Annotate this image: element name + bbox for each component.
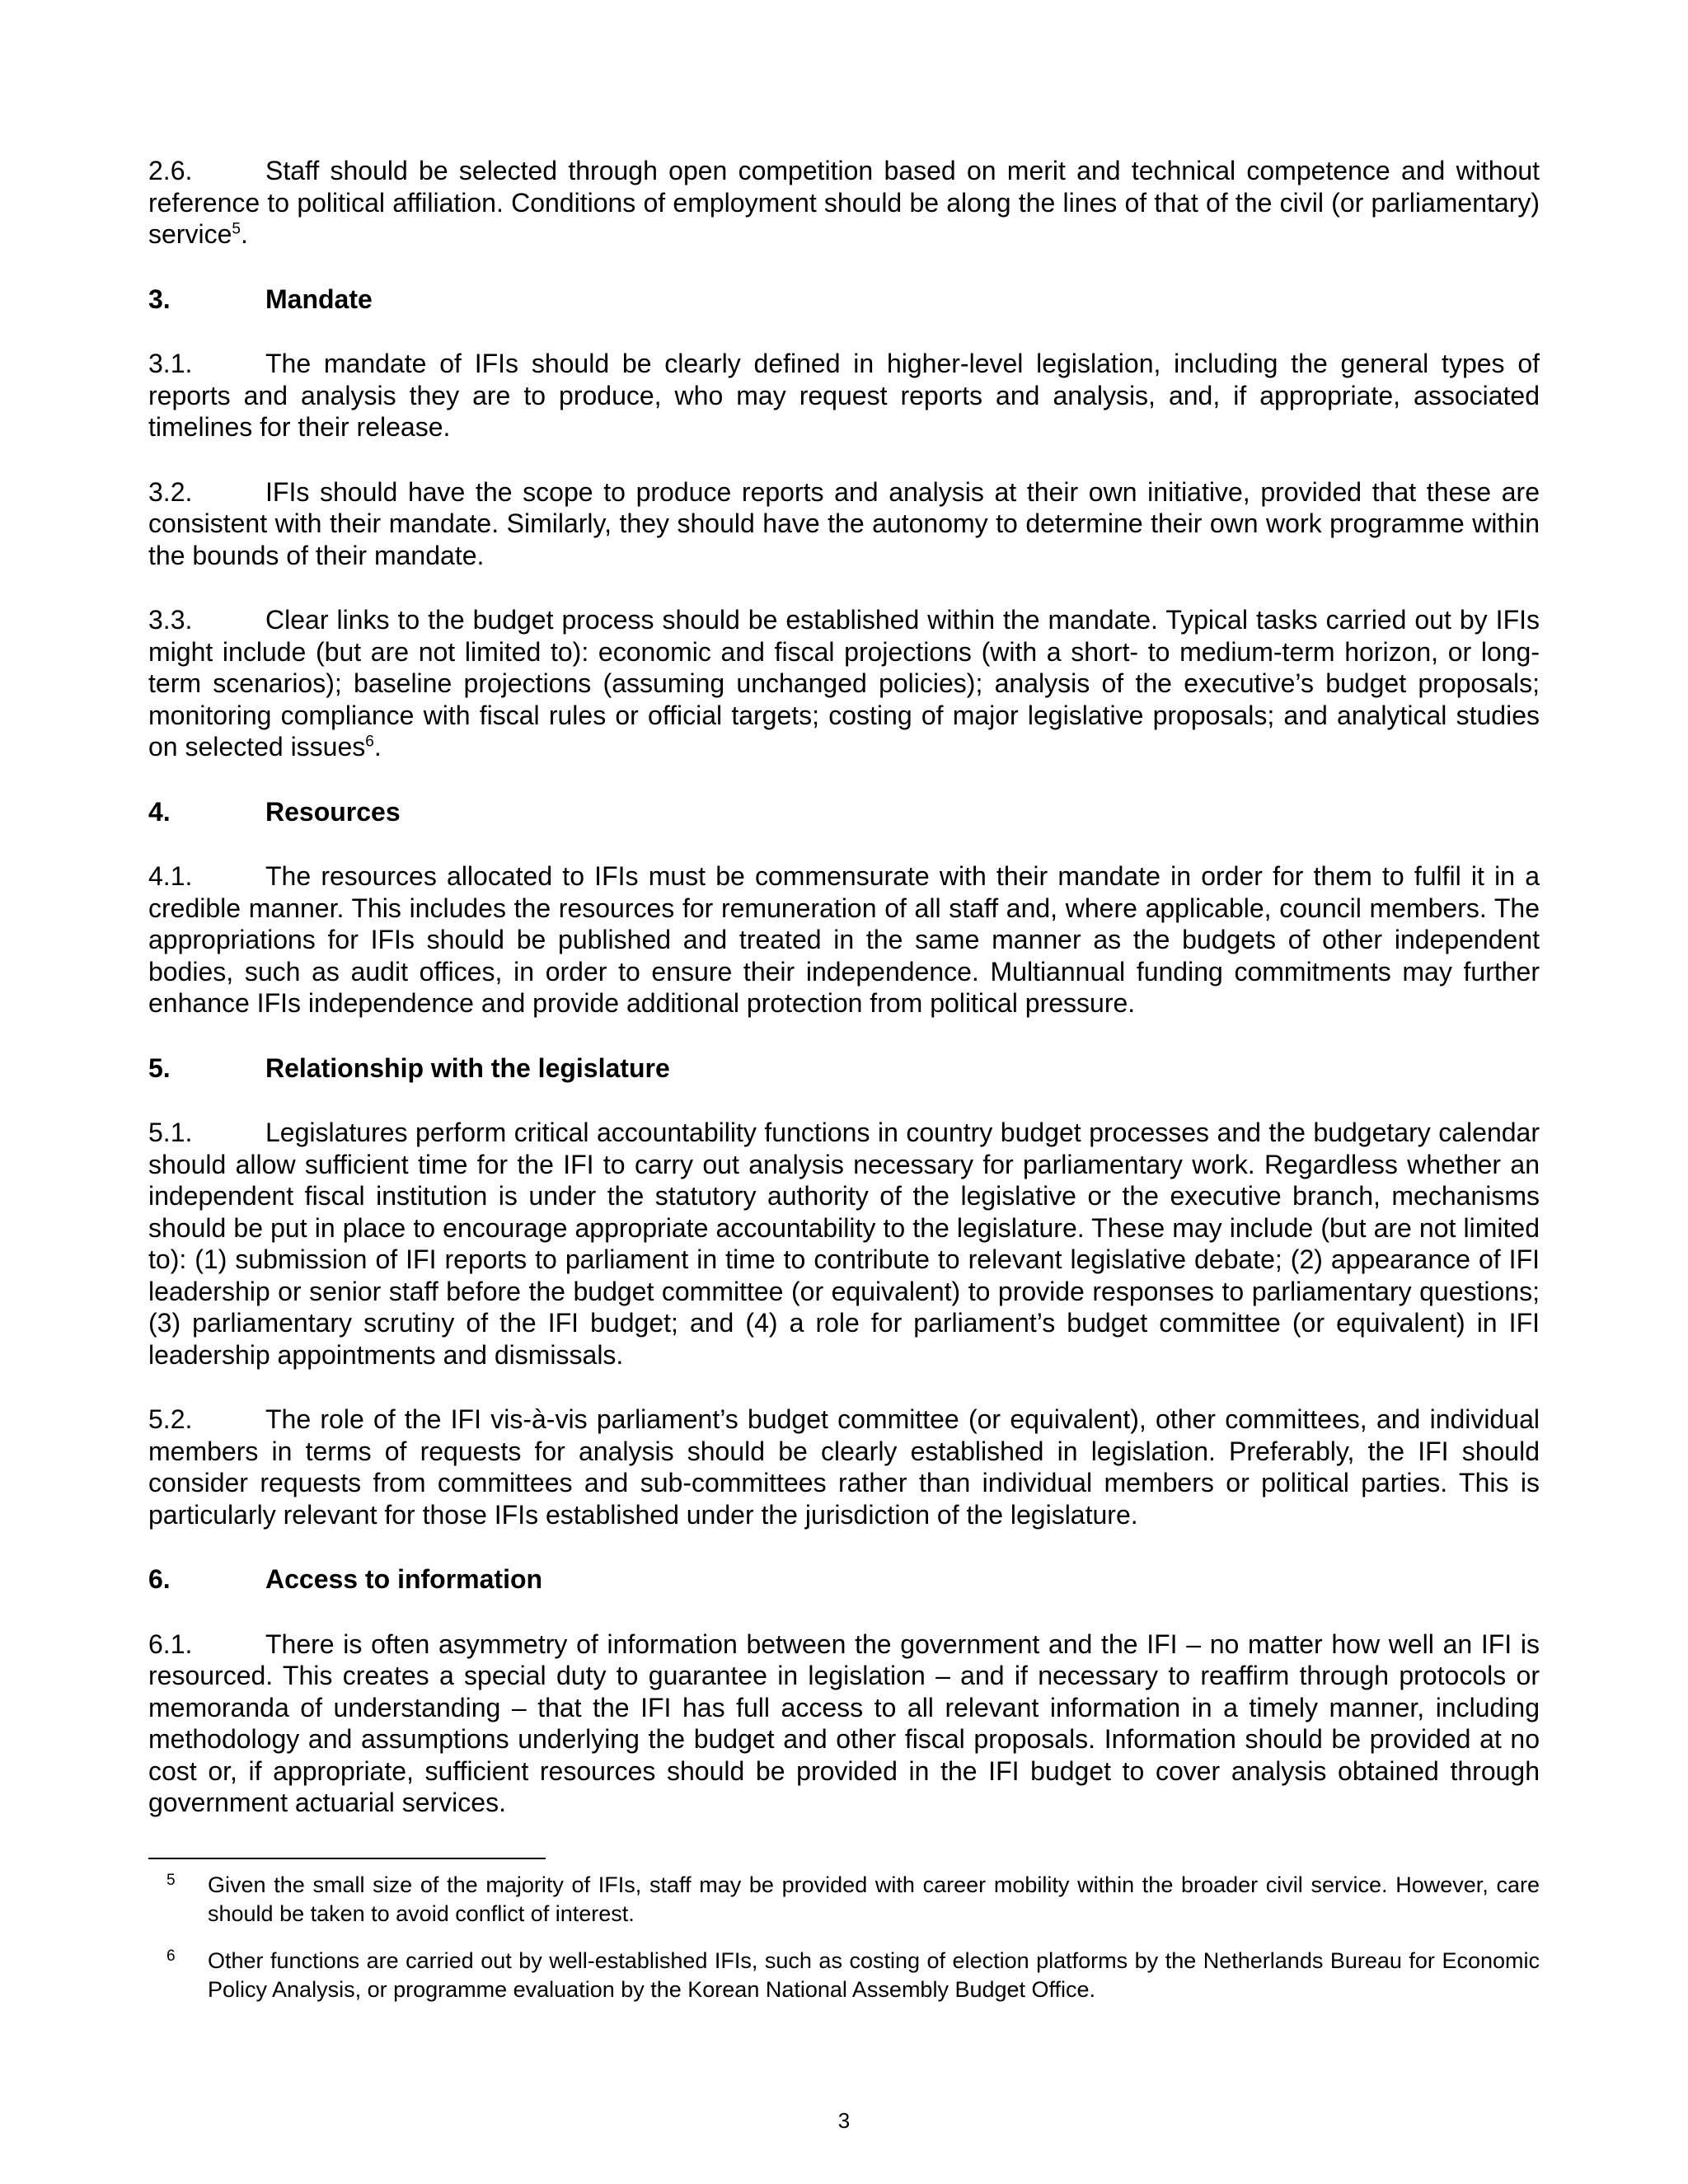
footnote-5 [148, 1871, 1540, 1929]
footnotes [148, 1871, 1540, 2022]
footnote-reference[interactable]: 6 [365, 733, 374, 751]
section-heading-legislature [148, 1052, 1540, 1085]
section-title: Mandate [265, 284, 373, 314]
paragraph-number: 6.1. [148, 1629, 193, 1659]
paragraph-number: 3.1. [148, 349, 193, 378]
section-heading-resources [148, 796, 1540, 828]
paragraph-number: 2.6. [148, 156, 193, 185]
paragraph-2-6 [148, 155, 1540, 251]
paragraph-4-1 [148, 860, 1540, 1019]
paragraph-text: IFIs should have the scope to produce reports and analysis at their own initiative, provided that these are consistent with their mandate. Similarly, they should have the autonomy to determine their own work programme within the bounds of their mandate. [148, 476, 1540, 570]
section-number: 6. [148, 1564, 171, 1594]
paragraph-number: 3.3. [148, 605, 193, 635]
paragraph-text: Clear links to the budget process should be established within the mandate. Typical tasks carried out by IFIs might include (but are not limited to): economic and fiscal projections (with a short- to medium-term horizon, or long-term scenarios); baseline projections (assuming unchanged policies); analysis of the executive’s budget proposals; monitoring compliance with fiscal rules or official targets; costing of major legislative proposals; and analytical studies on selected issues [148, 605, 1540, 762]
footnote-mark: 5 [166, 1872, 176, 1889]
section-heading-mandate [148, 284, 1540, 316]
footnote-text: Given the small size of the majority of IFIs, staff may be provided with career mobility within the broader civil service. However, care should be taken to avoid conflict of interest. [208, 1872, 1540, 1926]
footnote-mark: 6 [166, 1947, 176, 1965]
footnote-reference[interactable]: 5 [232, 220, 241, 238]
paragraph-number: 3.2. [148, 476, 193, 507]
paragraph-3-1 [148, 348, 1540, 443]
paragraph-text: Legislatures perform critical accountability functions in country budget processes and the budgetary calendar should allow sufficient time for the IFI to carry out analysis necessary for parliamentary work. Regardless whether an independent fiscal institution is under the statutory authority of the legislative or the executive branch, mechanisms should be put in place to encourage appropriate accountability to the legislature. These may include (but are not limited to): (1) submission of IFI reports to parliament in time to contribute to relevant legislative debate; (2) appearance of IFI leadership or senior staff before the budget committee (or equivalent) to provide responses to parliamentary questions; (3) parliamentary scrutiny of the IFI budget; and (4) a role for parliament’s budget committee (or equivalent) in IFI leadership appointments and dismissals. [148, 1118, 1540, 1370]
footnote-text: Other functions are carried out by well-established IFIs, such as costing of election platforms by the Netherlands Bureau for Economic Policy Analysis, or programme evaluation by the Korean National Assembly Budget Office. [208, 1948, 1540, 2002]
paragraph-number: 5.2. [148, 1404, 193, 1434]
section-heading-access-to-information [148, 1563, 1540, 1596]
section-number: 4. [148, 796, 171, 827]
section-title: Relationship with the legislature [265, 1052, 670, 1083]
document-body [148, 155, 1540, 1852]
paragraph-6-1 [148, 1629, 1540, 1819]
section-title: Resources [265, 796, 401, 827]
footnote-separator [148, 1858, 546, 1859]
paragraph-text: Staff should be selected through open competition based on merit and technical competence and without reference to political affiliation. Conditions of employment should be along the lines of that of the civil (or parliamentary) service [148, 156, 1540, 249]
footnote-6 [148, 1947, 1540, 2004]
paragraph-end: . [373, 732, 382, 762]
paragraph-text: The resources allocated to IFIs must be commensurate with their mandate in order for them to fulfil it in a credible manner. This includes the resources for remuneration of all staff and, where applicable, council members. The appropriations for IFIs should be published and treated in the same manner as the budgets of other independent bodies, such as audit offices, in order to ensure their independence. Multiannual funding commitments may further enhance IFIs independence and provide additional protection from political pressure. [148, 861, 1540, 1018]
paragraph-3-2 [148, 476, 1540, 572]
paragraph-5-2 [148, 1404, 1540, 1530]
paragraph-text: The mandate of IFIs should be clearly defined in higher-level legislation, including the general types of reports and analysis they are to produce, who may request reports and analysis, and, if appropriate, associated timelines for their release. [148, 349, 1540, 442]
paragraph-number: 5.1. [148, 1118, 193, 1147]
section-number: 3. [148, 284, 171, 314]
paragraph-end: . [240, 219, 248, 249]
paragraph-text: The role of the IFI vis-à-vis parliament’s budget committee (or equivalent), other committees, and individual members in terms of requests for analysis should be clearly established in legislation. Preferably, the IFI should consider requests from committees and sub-committees rather than individual members or political parties. This is particularly relevant for those IFIs established under the jurisdiction of the legislature. [148, 1404, 1540, 1530]
section-number: 5. [148, 1052, 171, 1083]
paragraph-3-3 [148, 604, 1540, 763]
page-number: 3 [837, 2108, 851, 2133]
section-title: Access to information [265, 1564, 543, 1594]
paragraph-text: There is often asymmetry of information between the government and the IFI – no matter how well an IFI is resourced. This creates a special duty to guarantee in legislation – and if necessary to reaffirm through protocols or memoranda of understanding – that the IFI has full access to all relevant information in a timely manner, including methodology and assumptions underlying the budget and other fiscal proposals. Information should be provided at no cost or, if appropriate, sufficient resources should be provided in the IFI budget to cover analysis obtained through government actuarial services. [148, 1629, 1540, 1817]
paragraph-number: 4.1. [148, 861, 193, 891]
paragraph-5-1 [148, 1117, 1540, 1371]
